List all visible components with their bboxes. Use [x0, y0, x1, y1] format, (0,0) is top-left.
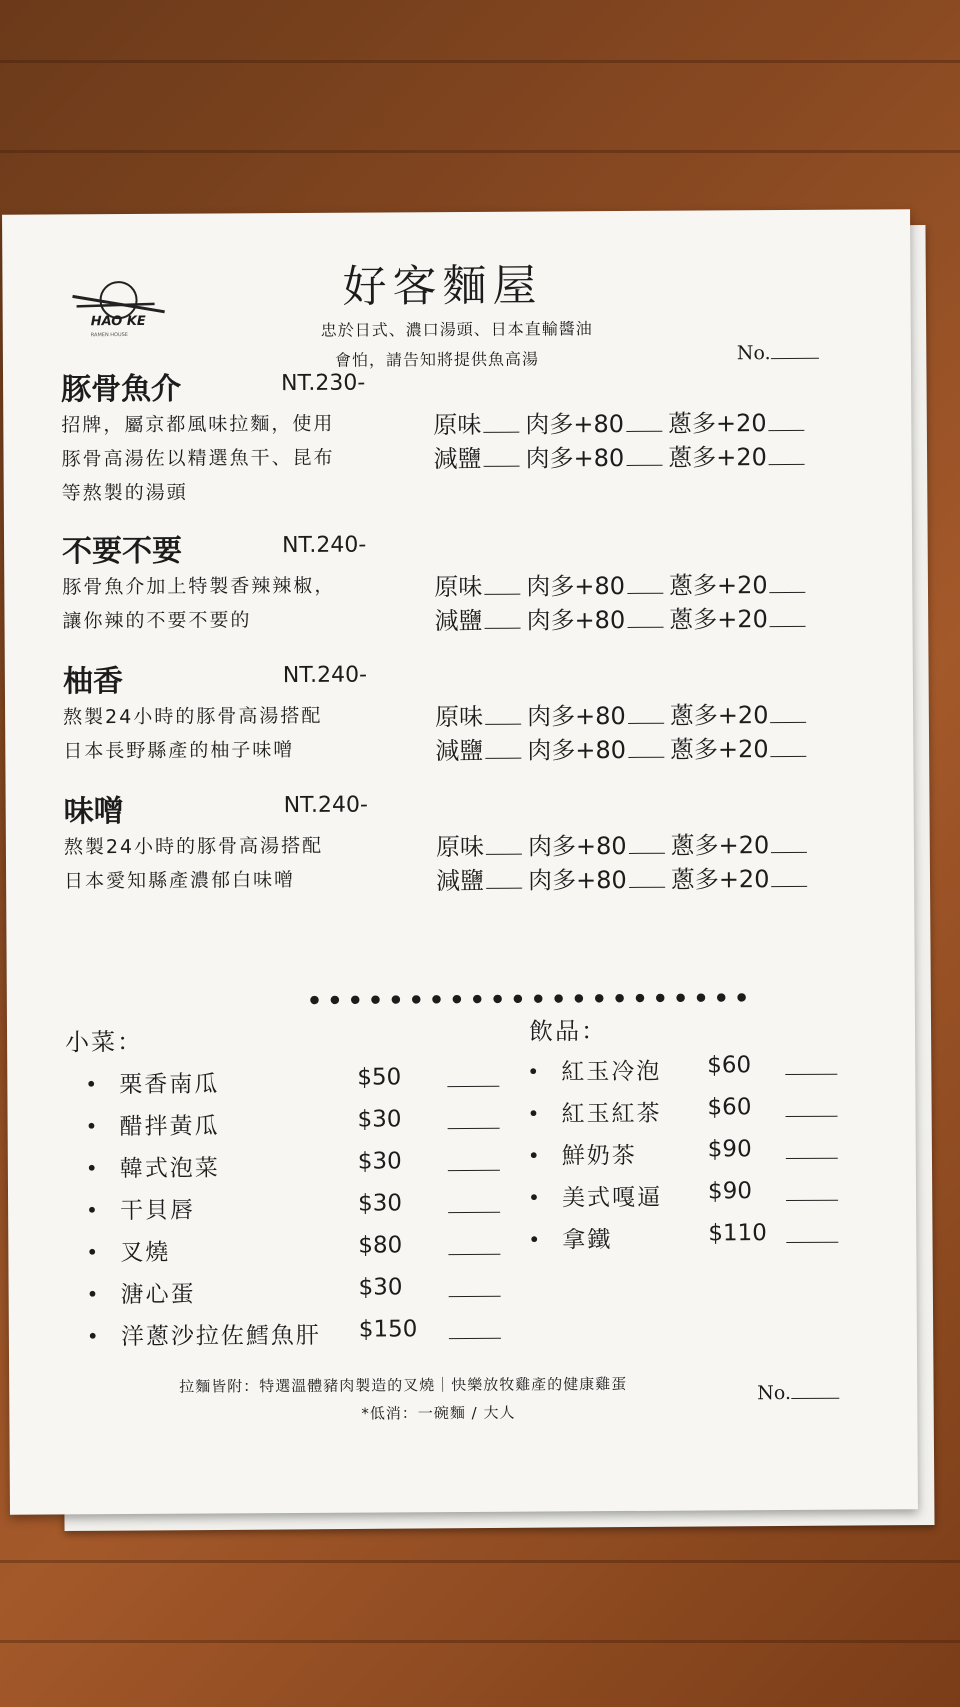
drinks-heading: 飲品：	[528, 1017, 608, 1046]
option-blank[interactable]	[628, 835, 664, 854]
quantity-blank[interactable]	[449, 1274, 501, 1297]
item-price: $30	[357, 1106, 402, 1133]
option-blank[interactable]	[626, 413, 662, 432]
option-row	[435, 698, 813, 734]
bullet-icon: •	[85, 1156, 98, 1181]
option-field[interactable]	[527, 733, 664, 768]
bullet-icon: •	[86, 1240, 99, 1265]
option-label: 原味	[435, 702, 484, 732]
dish-options	[436, 828, 814, 898]
bullet-icon: •	[527, 1143, 540, 1168]
item-price: $30	[357, 1148, 402, 1175]
quantity-blank[interactable]	[785, 1094, 837, 1117]
bullet-icon: •	[528, 1227, 541, 1252]
option-label: 肉多+80	[527, 831, 627, 861]
option-blank[interactable]	[770, 574, 806, 593]
list-item[interactable]	[527, 1094, 847, 1138]
list-item[interactable]	[528, 1220, 848, 1264]
item-price: $30	[358, 1274, 403, 1301]
option-field[interactable]	[670, 698, 807, 733]
dish-description-line: 等熬製的湯頭	[61, 481, 188, 505]
item-price: $110	[708, 1220, 767, 1247]
tagline-2: 會怕，請告知將提供魚高湯	[334, 349, 539, 370]
sides-list	[85, 1064, 507, 1361]
list-item[interactable]	[87, 1316, 507, 1361]
item-name: 美式嘎逼	[561, 1184, 663, 1212]
option-field[interactable]	[528, 863, 665, 898]
item-name: 溏心蛋	[120, 1281, 196, 1309]
option-label: 減鹽	[436, 866, 485, 896]
option-field[interactable]	[436, 830, 522, 865]
option-field[interactable]	[526, 603, 663, 638]
menu-sheet	[2, 209, 918, 1515]
dish-options	[433, 406, 811, 476]
dish-description-line: 豚骨高湯佐以精選魚干、昆布	[61, 446, 335, 471]
dish-options	[434, 568, 812, 638]
option-label: 肉多+80	[525, 443, 625, 473]
option-blank[interactable]	[627, 575, 663, 594]
option-blank[interactable]	[486, 836, 522, 855]
item-price: $90	[707, 1136, 752, 1163]
option-blank[interactable]	[769, 446, 805, 465]
option-blank[interactable]	[627, 609, 663, 628]
quantity-blank[interactable]	[786, 1220, 838, 1243]
dish-price: NT.230-	[280, 370, 366, 397]
item-price: $30	[358, 1190, 403, 1217]
option-label: 蔥多+20	[670, 865, 770, 894]
option-field[interactable]	[668, 440, 805, 475]
list-item[interactable]	[86, 1190, 506, 1235]
option-blank[interactable]	[771, 738, 807, 757]
option-blank[interactable]	[628, 705, 664, 724]
bullet-icon: •	[527, 1185, 540, 1210]
option-row	[434, 602, 812, 638]
option-blank[interactable]	[485, 706, 521, 725]
option-blank[interactable]	[771, 834, 807, 853]
list-item[interactable]	[85, 1064, 505, 1109]
option-label: 蔥多+20	[667, 409, 767, 438]
order-number-field-bottom[interactable]: No.	[757, 1382, 839, 1404]
option-blank[interactable]	[483, 414, 519, 433]
option-row	[436, 828, 814, 864]
item-price: $50	[357, 1064, 402, 1091]
option-label: 蔥多+20	[668, 443, 767, 472]
item-name: 紅玉紅茶	[561, 1100, 662, 1128]
quantity-blank[interactable]	[448, 1190, 500, 1213]
dish-name: 柚香	[62, 664, 123, 700]
option-blank[interactable]	[483, 448, 519, 467]
option-field[interactable]	[525, 407, 662, 442]
dish-item	[63, 782, 864, 896]
option-field[interactable]	[670, 732, 807, 767]
dish-item	[62, 652, 863, 766]
option-field[interactable]	[527, 699, 664, 734]
option-label: 原味	[434, 572, 483, 602]
option-field[interactable]	[525, 441, 662, 476]
option-field[interactable]	[526, 569, 663, 604]
option-label: 蔥多+20	[669, 605, 768, 634]
bullet-icon: •	[85, 1114, 98, 1139]
option-field[interactable]	[668, 406, 805, 441]
dish-description-line: 熬製24小時的豚骨高湯搭配	[63, 834, 324, 859]
option-field[interactable]	[670, 828, 807, 863]
list-item[interactable]	[87, 1274, 507, 1319]
option-label: 蔥多+20	[669, 701, 769, 730]
option-blank[interactable]	[771, 868, 807, 887]
order-number-field[interactable]: No.	[737, 342, 819, 364]
quantity-blank[interactable]	[449, 1316, 501, 1339]
option-label: 蔥多+20	[668, 571, 768, 600]
minimum-charge-note: *低消：一碗麵 / 大人	[361, 1403, 516, 1423]
option-field[interactable]	[435, 700, 521, 735]
item-price: $60	[707, 1052, 752, 1079]
item-name: 叉燒	[120, 1239, 171, 1267]
list-item[interactable]	[528, 1178, 848, 1222]
section-divider: ••••••••••••••••••••••	[306, 984, 755, 1015]
option-label: 肉多+80	[526, 571, 626, 601]
option-label: 肉多+80	[527, 701, 626, 731]
item-name: 洋蔥沙拉佐鱈魚肝	[120, 1322, 321, 1351]
quantity-blank[interactable]	[786, 1136, 838, 1159]
tagline-1: 忠於日式、濃口湯頭、日本直輸醬油	[320, 319, 593, 340]
option-row	[433, 406, 811, 442]
dish-description-line: 日本愛知縣產濃郁白味噌	[64, 869, 296, 893]
logo-subtext: RAMEN HOUSE	[90, 332, 128, 339]
bullet-icon: •	[527, 1101, 540, 1126]
option-field[interactable]	[433, 408, 519, 443]
dish-price: NT.240-	[283, 792, 368, 819]
dish-price: NT.240-	[281, 532, 367, 559]
bullet-icon: •	[86, 1282, 99, 1307]
dish-name: 不要不要	[61, 533, 183, 570]
option-blank[interactable]	[485, 740, 521, 759]
option-label: 原味	[435, 832, 484, 862]
option-blank[interactable]	[628, 739, 664, 758]
list-item[interactable]	[528, 1136, 848, 1180]
item-name: 醋拌黃瓜	[119, 1113, 220, 1141]
list-item[interactable]	[86, 1232, 506, 1277]
quantity-blank[interactable]	[447, 1064, 499, 1087]
option-label: 減鹽	[435, 736, 484, 766]
list-item[interactable]	[527, 1052, 847, 1096]
shop-title: 好客麵屋	[342, 260, 543, 313]
dish-description-line: 熬製24小時的豚骨高湯搭配	[63, 704, 323, 729]
option-label: 減鹽	[433, 444, 482, 474]
option-label: 蔥多+20	[669, 735, 769, 764]
option-label: 肉多+80	[528, 865, 627, 895]
item-price: $150	[358, 1316, 418, 1343]
quantity-blank[interactable]	[447, 1106, 499, 1129]
item-price: $90	[707, 1178, 753, 1205]
option-row	[436, 862, 814, 898]
quantity-blank[interactable]	[785, 1052, 837, 1075]
option-label: 肉多+80	[527, 735, 627, 765]
option-field[interactable]	[671, 862, 808, 897]
quantity-blank[interactable]	[786, 1178, 838, 1201]
bullet-icon: •	[86, 1324, 99, 1349]
bullet-icon: •	[527, 1059, 540, 1084]
bullet-icon: •	[85, 1072, 98, 1097]
logo-text: HAO KE	[90, 313, 146, 330]
dish-name: 豚骨魚介	[61, 371, 182, 408]
list-item[interactable]	[85, 1106, 505, 1151]
item-name: 紅玉冷泡	[561, 1058, 662, 1086]
option-label: 肉多+80	[526, 605, 626, 635]
option-field[interactable]	[669, 568, 806, 603]
item-price: $60	[707, 1094, 752, 1121]
option-field[interactable]	[433, 442, 519, 477]
option-label: 蔥多+20	[670, 831, 770, 860]
option-row	[434, 568, 812, 604]
item-name: 鮮奶茶	[561, 1142, 637, 1170]
drinks-list	[527, 1052, 848, 1264]
dish-description-line: 讓你辣的不要不要的	[62, 609, 252, 633]
option-row	[435, 732, 813, 768]
option-label: 肉多+80	[525, 409, 625, 439]
list-item[interactable]	[86, 1148, 506, 1193]
option-field[interactable]	[434, 604, 520, 639]
option-blank[interactable]	[770, 608, 806, 627]
dish-description	[63, 698, 383, 768]
dish-description	[64, 828, 384, 898]
sides-heading: 小菜：	[65, 1027, 144, 1057]
item-name: 拿鐵	[562, 1227, 613, 1254]
option-field[interactable]	[436, 864, 522, 899]
option-blank[interactable]	[484, 576, 520, 595]
item-name: 干貝唇	[120, 1197, 196, 1225]
dish-description	[61, 406, 382, 510]
option-blank[interactable]	[629, 869, 665, 888]
bullet-icon: •	[86, 1198, 98, 1223]
dish-name: 味噌	[63, 794, 124, 830]
dish-description-line: 日本長野縣產的柚子味噌	[63, 739, 295, 763]
dish-description-line: 豚骨魚介加上特製香辣辣椒，	[62, 574, 336, 599]
option-blank[interactable]	[486, 870, 522, 889]
option-field[interactable]	[669, 602, 806, 637]
dish-options	[435, 698, 813, 768]
item-name: 栗香南瓜	[119, 1071, 220, 1099]
quantity-blank[interactable]	[448, 1148, 500, 1171]
dish-price: NT.240-	[282, 662, 368, 689]
option-blank[interactable]	[769, 412, 805, 431]
dish-item	[61, 522, 862, 636]
dish-description-line: 招牌，屬京都風味拉麵，使用	[61, 412, 335, 437]
option-field[interactable]	[435, 734, 521, 769]
footer-note: 拉麵皆附：特選溫體豬肉製造的叉燒｜快樂放牧雞產的健康雞蛋	[179, 1374, 628, 1396]
option-field[interactable]	[528, 829, 665, 864]
item-name: 韓式泡菜	[119, 1155, 220, 1183]
option-blank[interactable]	[770, 704, 806, 723]
option-label: 原味	[433, 410, 482, 440]
option-label: 減鹽	[434, 606, 483, 636]
option-blank[interactable]	[626, 447, 662, 466]
quantity-blank[interactable]	[448, 1232, 500, 1255]
item-price: $80	[358, 1232, 403, 1259]
dish-description	[62, 568, 382, 638]
option-field[interactable]	[434, 570, 520, 605]
option-row	[433, 440, 811, 476]
option-blank[interactable]	[484, 610, 520, 629]
